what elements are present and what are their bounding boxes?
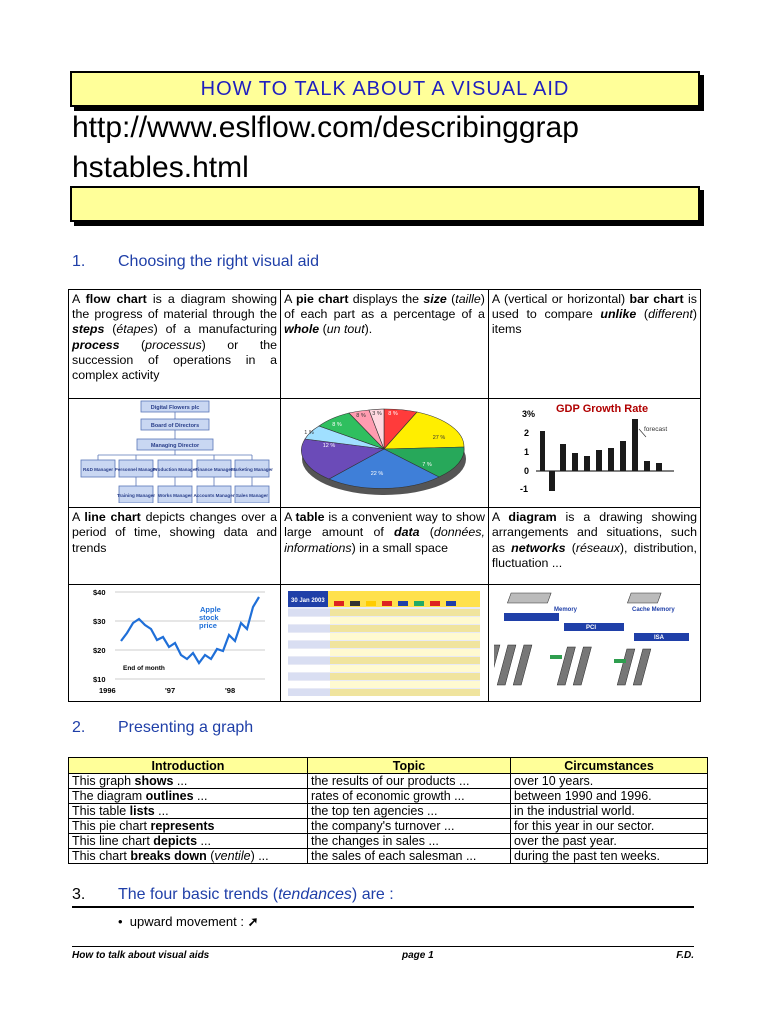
svg-text:'97: '97 (164, 686, 175, 696)
pie-chart-description: A pie chart displays the size (taille) of each part as a percentage of a whole (un tout). (281, 290, 489, 399)
table-thumb-cells (330, 681, 480, 688)
section-number: 1. (72, 253, 86, 270)
page-title: HOW TO TALK ABOUT A VISUAL AID (200, 78, 570, 100)
svg-text:R&D Manager: R&D Manager (82, 467, 113, 472)
title-box (70, 71, 700, 107)
svg-text:30 Jan 2003: 30 Jan 2003 (291, 598, 326, 605)
list-item: • upward movement : ➚ (118, 914, 259, 929)
line-chart-image-cell (69, 585, 281, 702)
table-thumb-cells (330, 689, 480, 696)
svg-text:$10: $10 (92, 675, 106, 685)
diagram-image-cell (488, 585, 700, 702)
svg-text:Finance Manager: Finance Manager (194, 467, 233, 472)
svg-text:price: price (198, 621, 217, 631)
svg-text:Sales Manager: Sales Manager (235, 493, 268, 498)
presenting-graph-table (68, 757, 708, 864)
svg-text:Apple: Apple (199, 605, 221, 615)
diagram-description: A diagram is a drawing showing arrangements and situations, such as networks (réseaux), distribution, fluctuation ... (488, 508, 700, 585)
table-header-row (69, 758, 708, 774)
svg-text:$20: $20 (92, 646, 106, 656)
svg-text:Production Manager: Production Manager (152, 467, 197, 472)
url-line-1[interactable]: http://www.eslflow.com/describinggrap (72, 111, 579, 144)
svg-text:forecast: forecast (644, 426, 668, 433)
svg-text:1996: 1996 (98, 686, 116, 696)
svg-text:22 %: 22 % (371, 471, 384, 477)
pie-chart-image-cell (281, 399, 489, 508)
header-introduction: Introduction (69, 758, 308, 774)
flow-chart-description: A flow chart is a diagram showing the progress of material through the steps (étapes) of a manufacturing process (processus) or the succession of operations in a complex activity (69, 290, 281, 399)
org-chart-image (75, 399, 275, 503)
apple-line-chart-image (75, 585, 275, 697)
footer-right: F.D. (676, 950, 694, 961)
svg-text:0: 0 (524, 466, 530, 476)
svg-text:3 %: 3 % (372, 411, 383, 417)
table-thumb-cells (330, 649, 480, 656)
empty-highlight-box (70, 186, 700, 222)
svg-text:'98: '98 (224, 686, 235, 696)
section-1-heading (72, 253, 319, 271)
svg-text:$40: $40 (92, 588, 106, 598)
section-title: Choosing the right visual aid (118, 253, 320, 270)
svg-text:Board of Directors: Board of Directors (150, 423, 199, 429)
pie-chart-image (289, 401, 479, 501)
svg-text:12 %: 12 % (323, 443, 336, 449)
svg-text:-1: -1 (520, 484, 529, 494)
header-topic: Topic (308, 758, 511, 774)
svg-text:2: 2 (524, 428, 530, 438)
svg-text:stock: stock (198, 613, 219, 623)
svg-text:1: 1 (524, 447, 530, 457)
svg-text:Digital Flowers plc: Digital Flowers plc (150, 405, 199, 411)
url-text[interactable] (72, 108, 712, 188)
svg-text:Works Manager: Works Manager (157, 493, 192, 498)
section-title: The four basic trends (tendances) are : (118, 886, 394, 903)
section-3-heading (72, 886, 694, 908)
table-thumb-cells (330, 641, 480, 648)
svg-text:8 %: 8 % (356, 413, 367, 419)
table-row: This graph shows ... the results of our products ... over 10 years. (69, 774, 708, 789)
up-arrow-icon: ➚ (247, 914, 259, 929)
table-thumb-cells (330, 609, 480, 616)
table-thumb-cells (330, 673, 480, 680)
svg-text:Cache Memory: Cache Memory (632, 607, 676, 614)
org-chart-image-cell (69, 399, 281, 508)
gdp-bar-chart-image (494, 399, 694, 503)
svg-text:$30: $30 (92, 617, 106, 627)
svg-text:3%: 3% (522, 409, 536, 419)
svg-text:End of month: End of month (122, 665, 165, 673)
url-line-2[interactable]: hstables.html (72, 151, 249, 184)
svg-text:PCI: PCI (586, 625, 597, 632)
header-circumstances: Circumstances (511, 758, 708, 774)
svg-text:Marketing Manager: Marketing Manager (230, 467, 273, 472)
svg-text:Training Manager: Training Manager (116, 493, 155, 498)
table-row: This chart breaks down (ventile) ... the sales of each salesman ... during the past ten weeks. (69, 849, 708, 864)
svg-text:8 %: 8 % (388, 411, 399, 417)
section-title: Presenting a graph (118, 719, 254, 736)
line-chart-description: A line chart depicts changes over a period of time, showing data and trends (69, 508, 281, 585)
svg-text:1 %: 1 % (304, 430, 315, 436)
computer-diagram-image (494, 585, 694, 697)
bullet-dot-icon: • (118, 914, 130, 929)
svg-text:8 %: 8 % (332, 422, 343, 428)
page-footer (72, 946, 694, 961)
svg-text:ISA: ISA (654, 635, 665, 642)
section-2-heading (72, 719, 253, 737)
table-image-cell (281, 585, 489, 702)
bar-chart-description: A (vertical or horizontal) bar chart is used to compare unlike (different) items (488, 290, 700, 399)
svg-text:27 %: 27 % (433, 435, 446, 441)
table-row: This table lists ... the top ten agencies ... in the industrial world. (69, 804, 708, 819)
table-thumb-cells (330, 657, 480, 664)
section-number: 3. (72, 886, 86, 903)
section-number: 2. (72, 719, 86, 736)
table-thumb-cells (330, 625, 480, 632)
visual-aid-grid (68, 289, 701, 702)
footer-page-number: page 1 (402, 950, 434, 961)
table-thumb-cells (330, 617, 480, 624)
svg-text:Managing Director: Managing Director (150, 443, 199, 449)
svg-text:Personnel Manager: Personnel Manager (114, 467, 157, 472)
footer-left: How to talk about visual aids (72, 950, 210, 961)
table-row: This line chart depicts ... the changes in sales ... over the past year. (69, 834, 708, 849)
table-thumb-cells (330, 633, 480, 640)
svg-text:GDP Growth Rate: GDP Growth Rate (556, 403, 649, 415)
table-row: This pie chart represents the company's turnover ... for this year in our sector. (69, 819, 708, 834)
svg-text:7 %: 7 % (422, 462, 433, 468)
svg-text:Memory: Memory (554, 607, 578, 614)
svg-text:Accounts Manager: Accounts Manager (192, 493, 235, 498)
data-table-image (288, 585, 480, 697)
table-row: The diagram outlines ... rates of economic growth ... between 1990 and 1996. (69, 789, 708, 804)
bar-chart-image-cell (488, 399, 700, 508)
table-description: A table is a convenient way to show large amount of data (données, informations) in a small space (281, 508, 489, 585)
table-thumb-cells (330, 665, 480, 672)
